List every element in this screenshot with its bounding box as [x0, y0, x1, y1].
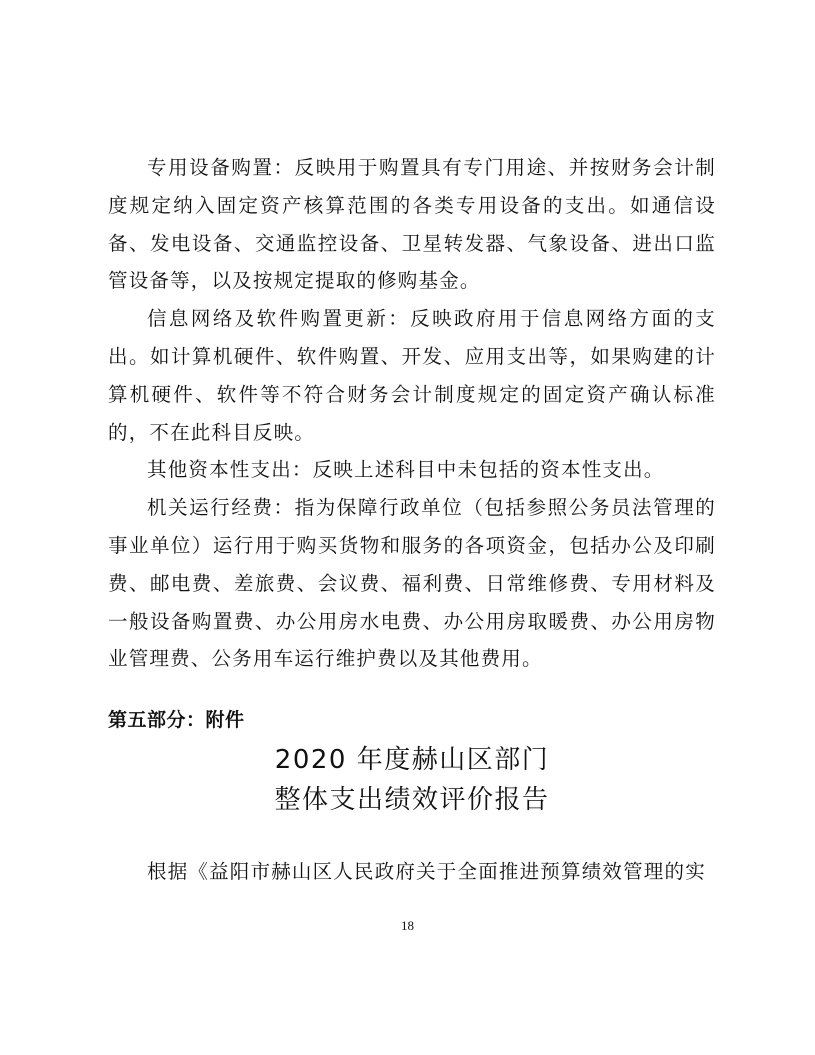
section-heading: 第五部分：附件: [108, 709, 245, 731]
page-number: 18: [401, 918, 414, 933]
paragraph-agency-operating-funds: 机关运行经费：指为保障行政单位（包括参照公务员法管理的事业单位）运行用于购买货物和服务的各项资金，包括办公及印刷费、邮电费、差旅费、会议费、福利费、日常维修费、专用材料及一般设备购置费、办公用房水电费、办公用房取暖费、办公用房物业管理费、公务用车运行维护费以及其他费用。: [108, 496, 716, 671]
paragraph-other-capital-expenditure: 其他资本性支出：反映上述科目中未包括的资本性支出。: [147, 458, 665, 482]
paragraph-special-equipment: 专用设备购置：反映用于购置具有专门用途、并按财务会计制度规定纳入固定资产核算范围的各类专用设备的支出。如通信设备、发电设备、交通监控设备、卫星转发器、气象设备、进出口监管设备等，以及按规定提取的修购基金。: [108, 156, 716, 293]
intro-paragraph: 根据《益阳市赫山区人民政府关于全面推进预算绩效管理的实: [147, 860, 706, 883]
paragraph-info-network-software: 信息网络及软件购置更新：反映政府用于信息网络方面的支出。如计算机硬件、软件购置、开发、应用支出等，如果购建的计算机硬件、软件等不符合财务会计制度规定的固定资产确认标准的，不在此科目反映。: [108, 307, 716, 444]
report-title-line-2: 整体支出绩效评价报告: [274, 785, 550, 815]
report-title-line-1: 2020 年度赫山区部门: [274, 745, 550, 775]
body-text: [108, 149, 716, 678]
